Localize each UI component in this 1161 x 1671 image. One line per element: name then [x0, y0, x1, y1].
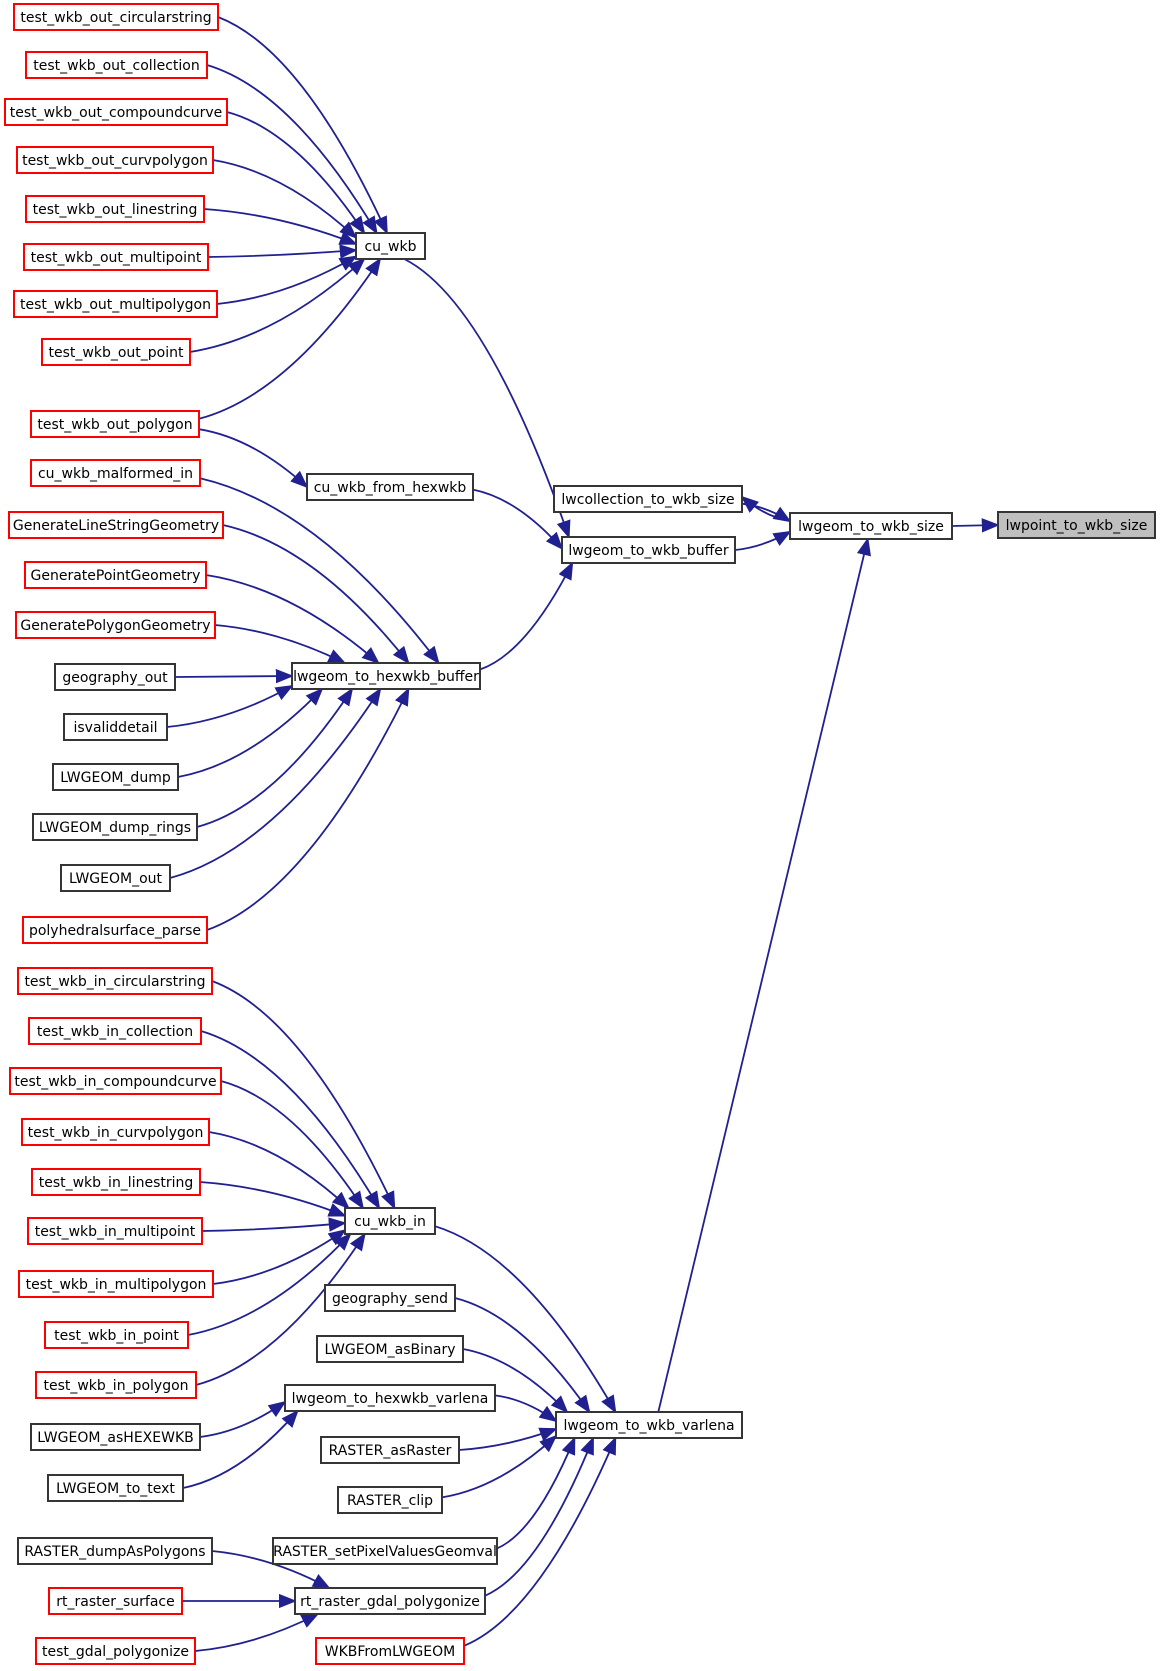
node-GeneratePointGeometry[interactable] [25, 562, 206, 588]
node-label-rt_raster_surface: rt_raster_surface [56, 1594, 175, 1610]
edge-test_wkb_in_circularstring-to-cu_wkb_in [212, 981, 395, 1208]
node-label-test_wkb_out_curvpolygon: test_wkb_out_curvpolygon [22, 153, 208, 169]
node-label-lwpoint_to_wkb_size: lwpoint_to_wkb_size [1005, 518, 1148, 534]
edge-geography_out-to-lwgeom_to_hexwkb_buffer [175, 676, 292, 677]
node-label-test_wkb_out_polygon: test_wkb_out_polygon [37, 417, 193, 433]
node-label-RASTER_clip: RASTER_clip [346, 1493, 434, 1509]
node-label-RASTER_setPixelValuesGeomval: RASTER_setPixelValuesGeomval [273, 1544, 497, 1560]
node-polyhedralsurface_parse[interactable] [23, 917, 207, 943]
node-label-GeneratePointGeometry: GeneratePointGeometry [30, 568, 201, 584]
node-label-cu_wkb_malformed_in: cu_wkb_malformed_in [37, 466, 194, 482]
edge-cu_wkb_from_hexwkb-to-lwgeom_to_wkb_buffer [473, 490, 562, 549]
edge-test_wkb_out_curvpolygon-to-cu_wkb [213, 160, 356, 238]
edge-test_wkb_out_multipoint-to-cu_wkb [208, 250, 356, 257]
node-cu_wkb_in[interactable] [345, 1208, 435, 1234]
node-label-test_wkb_in_polygon: test_wkb_in_polygon [43, 1378, 189, 1394]
node-rt_raster_surface[interactable] [49, 1588, 182, 1614]
node-label-test_wkb_in_curvpolygon: test_wkb_in_curvpolygon [27, 1125, 204, 1141]
node-label-rt_raster_gdal_polygonize: rt_raster_gdal_polygonize [300, 1594, 480, 1610]
node-lwgeom_to_wkb_size[interactable] [790, 513, 952, 539]
node-label-test_wkb_in_linestring: test_wkb_in_linestring [38, 1175, 194, 1191]
node-test_wkb_out_multipolygon[interactable] [14, 291, 217, 317]
node-test_wkb_out_compoundcurve[interactable] [5, 99, 227, 125]
node-test_wkb_in_multipoint[interactable] [28, 1218, 202, 1244]
edge-cu_wkb_malformed_in-to-lwgeom_to_hexwkb_buffer [200, 478, 439, 663]
edge-LWGEOM_dump-to-lwgeom_to_hexwkb_buffer [178, 689, 322, 777]
edge-RASTER_setPixelValuesGeomval-to-lwgeom_to_wkb_varlena [497, 1438, 575, 1548]
node-label-geography_out: geography_out [62, 670, 168, 686]
edge-test_wkb_out_circularstring-to-cu_wkb [218, 17, 387, 233]
nodes-layer [5, 4, 1155, 1664]
node-label-lwgeom_to_hexwkb_buffer: lwgeom_to_hexwkb_buffer [293, 669, 479, 685]
edge-test_wkb_in_curvpolygon-to-cu_wkb_in [209, 1132, 349, 1208]
edge-lwgeom_to_hexwkb_varlena-to-lwgeom_to_wkb_varlena [495, 1395, 556, 1421]
node-geography_out[interactable] [55, 664, 175, 690]
edge-isvaliddetail-to-lwgeom_to_hexwkb_buffer [167, 686, 292, 727]
node-WKBFromLWGEOM[interactable] [316, 1638, 464, 1664]
node-label-LWGEOM_dump: LWGEOM_dump [60, 770, 171, 786]
node-test_wkb_out_polygon[interactable] [31, 411, 199, 437]
node-test_wkb_in_point[interactable] [45, 1322, 188, 1348]
node-label-geography_send: geography_send [332, 1291, 448, 1307]
node-RASTER_dumpAsPolygons[interactable] [18, 1538, 212, 1564]
node-label-lwgeom_to_wkb_size: lwgeom_to_wkb_size [798, 519, 944, 535]
node-label-cu_wkb_in: cu_wkb_in [354, 1214, 426, 1230]
node-GenerateLineStringGeometry[interactable] [9, 512, 223, 538]
node-test_wkb_in_compoundcurve[interactable] [10, 1068, 221, 1094]
node-LWGEOM_to_text[interactable] [48, 1475, 183, 1501]
node-RASTER_asRaster[interactable] [321, 1437, 459, 1463]
node-label-test_wkb_out_linestring: test_wkb_out_linestring [32, 202, 198, 218]
node-test_wkb_in_collection[interactable] [29, 1018, 201, 1044]
edge-GeneratePolygonGeometry-to-lwgeom_to_hexwkb_buffer [215, 625, 345, 663]
node-label-test_wkb_out_collection: test_wkb_out_collection [33, 58, 200, 74]
edge-GeneratePointGeometry-to-lwgeom_to_hexwkb_buffer [206, 575, 378, 663]
node-test_wkb_in_multipolygon[interactable] [19, 1271, 213, 1297]
node-label-LWGEOM_asHEXEWKB: LWGEOM_asHEXEWKB [37, 1430, 194, 1446]
node-label-test_wkb_out_multipoint: test_wkb_out_multipoint [30, 250, 202, 266]
node-LWGEOM_dump[interactable] [53, 764, 178, 790]
node-test_gdal_polygonize[interactable] [36, 1638, 195, 1664]
node-lwpoint_to_wkb_size [998, 512, 1155, 538]
node-label-cu_wkb: cu_wkb [364, 239, 417, 255]
node-lwgeom_to_wkb_varlena[interactable] [556, 1412, 742, 1438]
edge-LWGEOM_out-to-lwgeom_to_hexwkb_buffer [170, 689, 380, 878]
node-isvaliddetail[interactable] [64, 714, 167, 740]
edge-LWGEOM_dump_rings-to-lwgeom_to_hexwkb_buffer [197, 689, 352, 827]
node-label-isvaliddetail: isvaliddetail [73, 720, 158, 736]
node-label-LWGEOM_out: LWGEOM_out [68, 871, 163, 887]
node-label-GenerateLineStringGeometry: GenerateLineStringGeometry [12, 518, 220, 534]
node-test_wkb_out_circularstring[interactable] [14, 4, 218, 30]
node-LWGEOM_dump_rings[interactable] [33, 814, 197, 840]
node-label-polyhedralsurface_parse: polyhedralsurface_parse [28, 923, 202, 939]
node-label-test_gdal_polygonize: test_gdal_polygonize [42, 1644, 189, 1660]
node-lwgeom_to_hexwkb_varlena[interactable] [285, 1385, 495, 1411]
edge-test_wkb_out_polygon-to-cu_wkb [199, 259, 380, 419]
node-label-WKBFromLWGEOM: WKBFromLWGEOM [324, 1644, 456, 1660]
node-label-test_wkb_in_multipoint: test_wkb_in_multipoint [34, 1224, 196, 1240]
edge-test_wkb_in_multipoint-to-cu_wkb_in [202, 1223, 345, 1231]
node-geography_send[interactable] [325, 1285, 455, 1311]
node-test_wkb_in_polygon[interactable] [36, 1372, 196, 1398]
node-label-test_wkb_out_circularstring: test_wkb_out_circularstring [20, 10, 212, 26]
edge-lwgeom_to_wkb_size-to-lwpoint_to_wkb_size [952, 525, 998, 526]
node-label-test_wkb_in_compoundcurve: test_wkb_in_compoundcurve [14, 1074, 217, 1090]
node-label-test_wkb_out_multipolygon: test_wkb_out_multipolygon [20, 297, 211, 313]
edge-lwgeom_to_wkb_buffer-to-lwgeom_to_wkb_size [735, 532, 790, 550]
node-LWGEOM_out[interactable] [61, 865, 170, 891]
node-LWGEOM_asBinary[interactable] [317, 1336, 463, 1362]
node-label-lwcollection_to_wkb_size: lwcollection_to_wkb_size [561, 492, 735, 508]
node-RASTER_clip[interactable] [338, 1487, 442, 1513]
node-test_wkb_out_point[interactable] [42, 339, 190, 365]
node-label-lwgeom_to_wkb_varlena: lwgeom_to_wkb_varlena [563, 1418, 735, 1434]
node-GeneratePolygonGeometry[interactable] [16, 612, 215, 638]
node-test_wkb_out_linestring[interactable] [26, 196, 204, 222]
node-label-test_wkb_in_circularstring: test_wkb_in_circularstring [24, 974, 206, 990]
node-test_wkb_out_collection[interactable] [26, 52, 207, 78]
node-label-LWGEOM_to_text: LWGEOM_to_text [56, 1481, 175, 1497]
node-label-test_wkb_out_point: test_wkb_out_point [48, 345, 184, 361]
node-label-test_wkb_in_multipolygon: test_wkb_in_multipolygon [25, 1277, 207, 1293]
node-label-GeneratePolygonGeometry: GeneratePolygonGeometry [20, 618, 211, 634]
node-lwcollection_to_wkb_size[interactable] [554, 486, 742, 512]
node-label-test_wkb_out_compoundcurve: test_wkb_out_compoundcurve [9, 105, 223, 121]
node-test_wkb_out_multipoint[interactable] [24, 244, 208, 270]
node-LWGEOM_asHEXEWKB[interactable] [31, 1424, 200, 1450]
node-label-test_wkb_in_point: test_wkb_in_point [54, 1328, 179, 1344]
edge-lwgeom_to_hexwkb_buffer-to-lwgeom_to_wkb_buffer [480, 563, 572, 670]
node-label-test_wkb_in_collection: test_wkb_in_collection [36, 1024, 194, 1040]
edge-test_wkb_out_linestring-to-cu_wkb [204, 209, 356, 244]
edge-test_wkb_out_polygon-to-cu_wkb_from_hexwkb [199, 429, 307, 487]
node-label-lwgeom_to_hexwkb_varlena: lwgeom_to_hexwkb_varlena [291, 1391, 489, 1407]
node-cu_wkb_from_hexwkb[interactable] [307, 474, 473, 500]
edge-test_wkb_in_multipolygon-to-cu_wkb_in [213, 1230, 345, 1284]
edge-test_gdal_polygonize-to-rt_raster_gdal_polygonize [195, 1614, 318, 1651]
edge-test_wkb_out_multipolygon-to-cu_wkb [217, 256, 356, 304]
node-cu_wkb_malformed_in[interactable] [31, 460, 200, 486]
node-test_wkb_out_curvpolygon[interactable] [17, 147, 213, 173]
node-test_wkb_in_linestring[interactable] [32, 1169, 200, 1195]
edge-RASTER_asRaster-to-lwgeom_to_wkb_varlena [459, 1429, 556, 1450]
node-test_wkb_in_circularstring[interactable] [18, 968, 212, 994]
node-label-RASTER_asRaster: RASTER_asRaster [328, 1443, 452, 1459]
edge-lwgeom_to_wkb_varlena-to-lwgeom_to_wkb_size [658, 539, 867, 1412]
node-rt_raster_gdal_polygonize[interactable] [295, 1588, 485, 1614]
node-cu_wkb[interactable] [356, 233, 425, 259]
edge-LWGEOM_asHEXEWKB-to-lwgeom_to_hexwkb_varlena [200, 1402, 285, 1437]
node-label-LWGEOM_dump_rings: LWGEOM_dump_rings [38, 820, 192, 836]
node-label-RASTER_dumpAsPolygons: RASTER_dumpAsPolygons [24, 1544, 206, 1560]
node-lwgeom_to_hexwkb_buffer[interactable] [292, 663, 480, 689]
node-label-lwgeom_to_wkb_buffer: lwgeom_to_wkb_buffer [568, 543, 729, 559]
node-test_wkb_in_curvpolygon[interactable] [22, 1119, 209, 1145]
node-label-cu_wkb_from_hexwkb: cu_wkb_from_hexwkb [313, 480, 467, 496]
node-label-LWGEOM_asBinary: LWGEOM_asBinary [324, 1342, 456, 1358]
edge-test_wkb_in_compoundcurve-to-cu_wkb_in [221, 1081, 363, 1208]
node-RASTER_setPixelValuesGeomval[interactable] [273, 1538, 497, 1564]
node-lwgeom_to_wkb_buffer[interactable] [562, 537, 735, 563]
